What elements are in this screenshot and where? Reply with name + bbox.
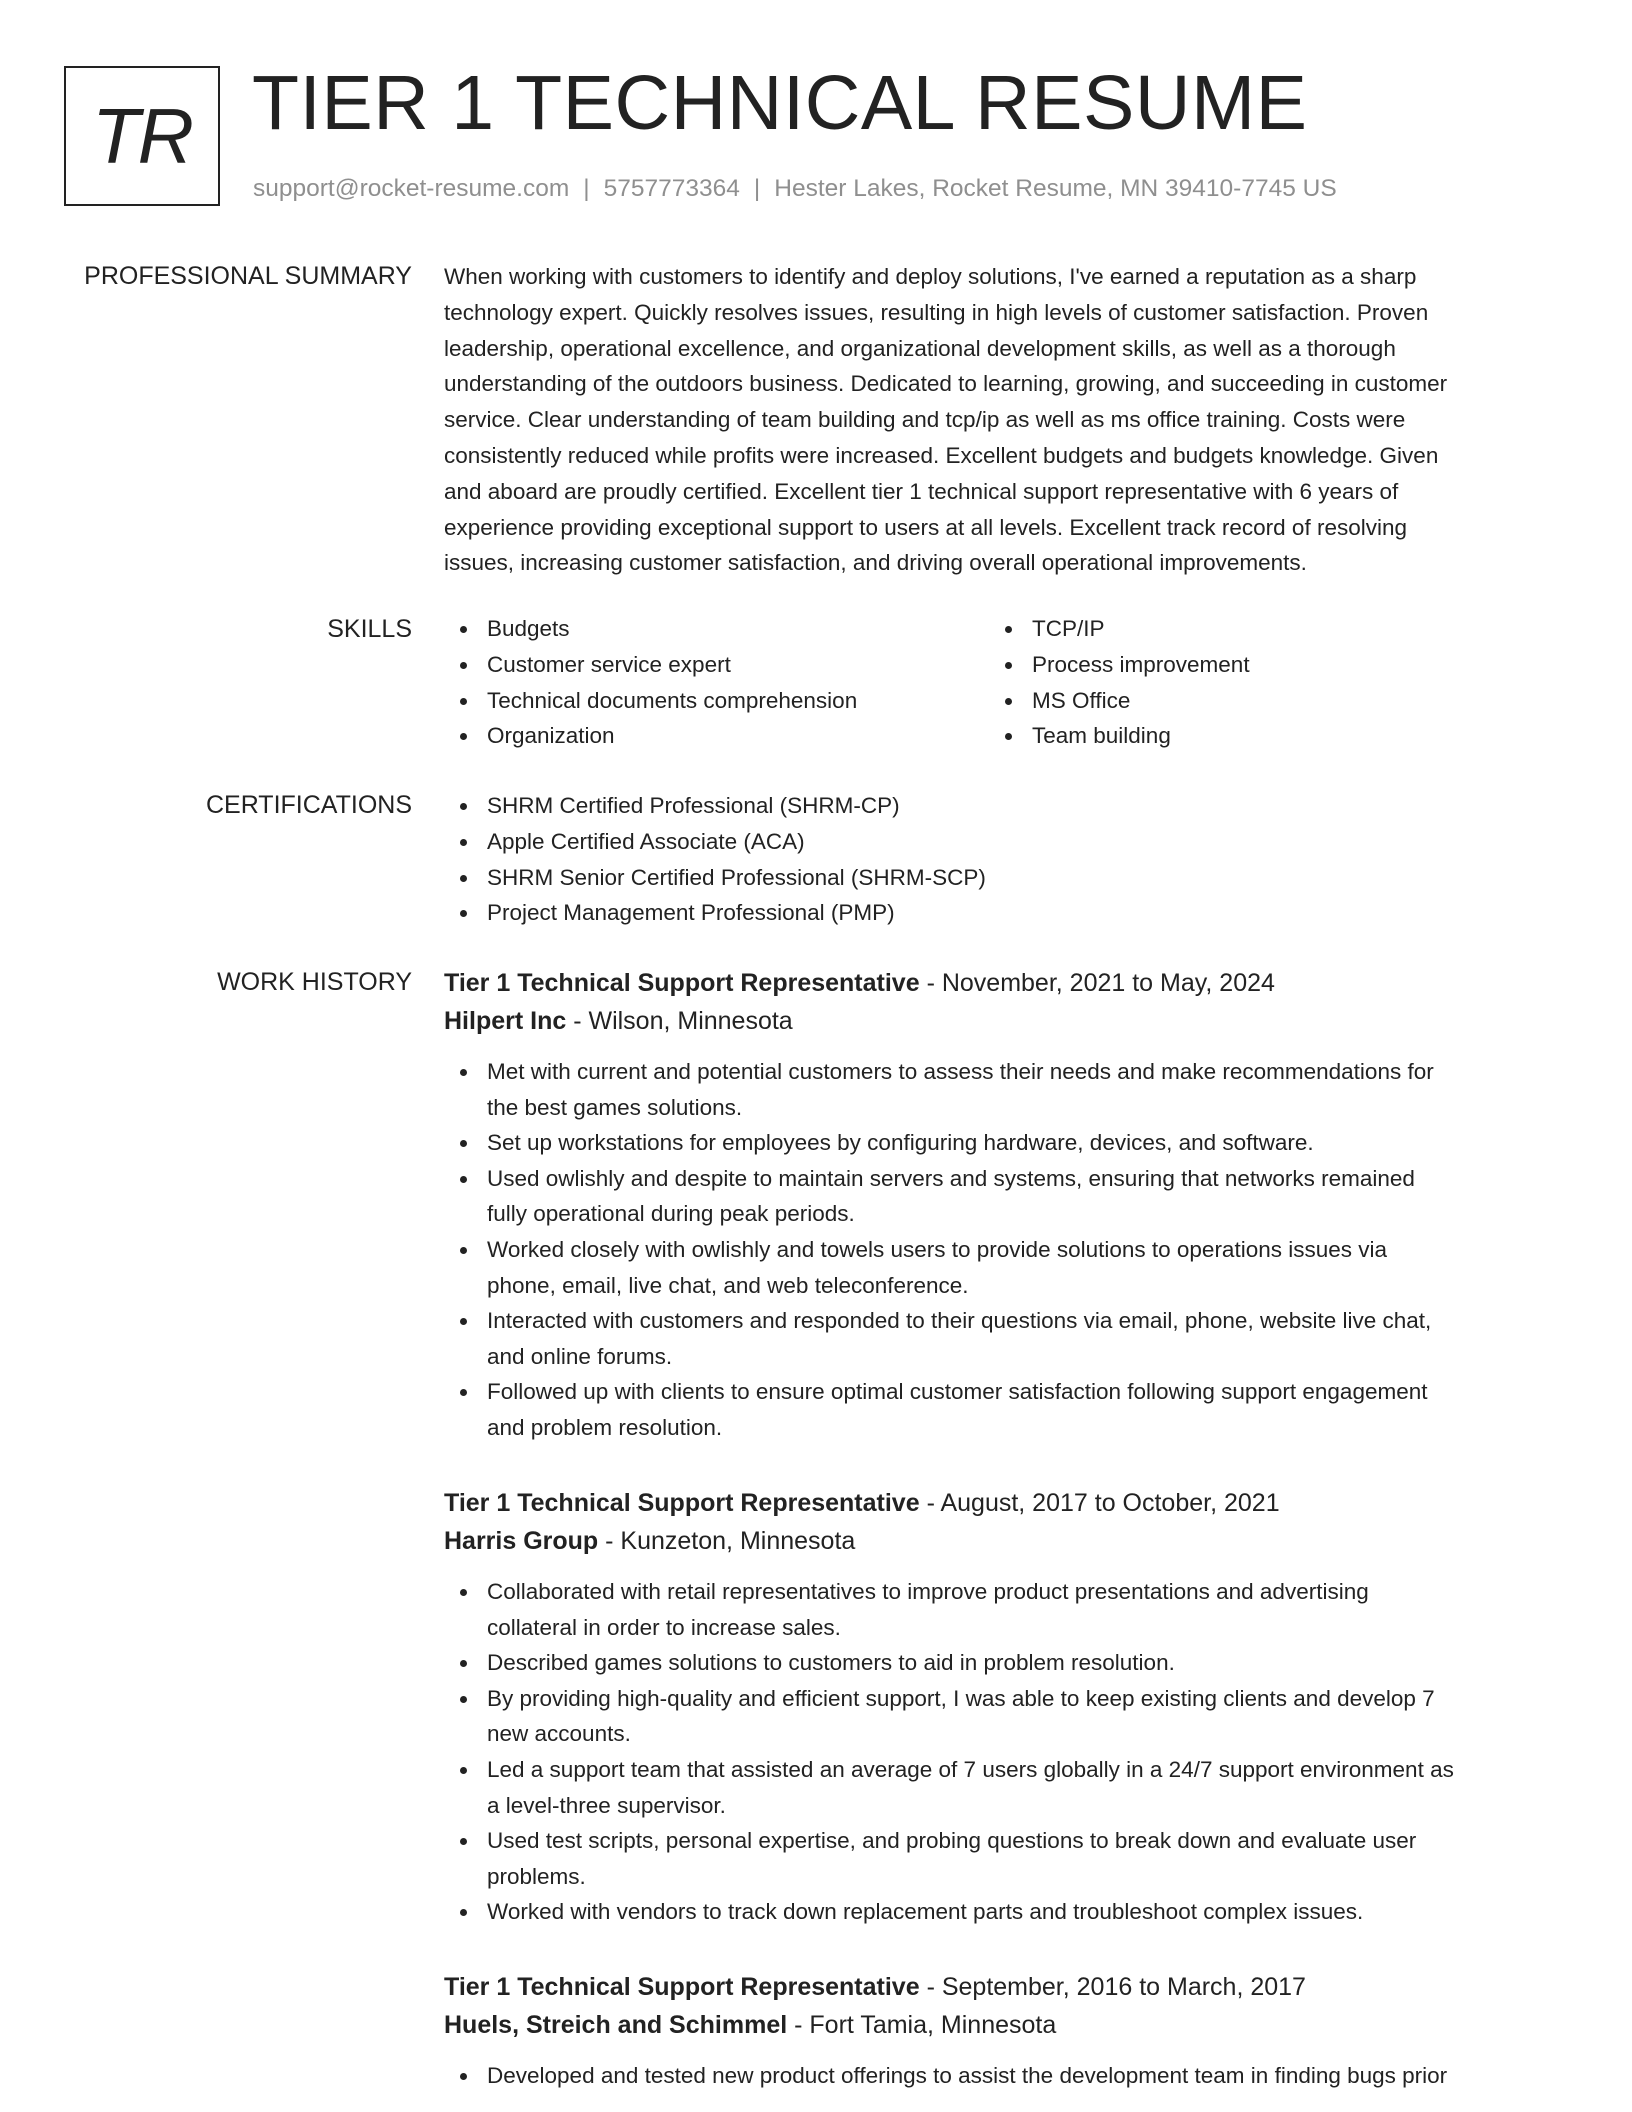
job-bullet-line: fully operational during peak periods. — [487, 1201, 855, 1227]
job-bullet — [444, 1681, 1554, 1752]
skill-item: Budgets — [444, 611, 989, 647]
certification-item: Apple Certified Associate (ACA) — [444, 824, 1554, 860]
skill-item: Customer service expert — [444, 647, 989, 683]
job-bullet-line: Met with current and potential customers to assess their needs and make recommendations for — [487, 1059, 1434, 1084]
certification-item: Project Management Professional (PMP) — [444, 895, 1554, 931]
job-bullet — [444, 1823, 1554, 1894]
job-bullet — [444, 1752, 1554, 1823]
job-bullet-line: Followed up with clients to ensure optimal customer satisfaction following support engagement — [487, 1379, 1428, 1405]
contact-separator: | — [753, 175, 761, 202]
job-bullet-line: new accounts. — [487, 1721, 631, 1747]
job-entry — [444, 1968, 1554, 2094]
job-bullet — [444, 1161, 1554, 1232]
section-label-certifications: CERTIFICATIONS — [205, 791, 412, 819]
job-bullet — [444, 1574, 1554, 1645]
job-location: - Kunzeton, Minnesota — [598, 1527, 856, 1555]
job-bullet — [444, 1645, 1554, 1681]
job-location: - Fort Tamia, Minnesota — [787, 2011, 1057, 2039]
job-title-line — [444, 1968, 1554, 2006]
skills-column-right — [989, 611, 1534, 754]
job-bullet — [444, 1894, 1554, 1930]
contact-phone: 5757773364 — [603, 175, 740, 202]
job-dates: - November, 2021 to May, 2024 — [919, 969, 1275, 997]
job-company: Hilpert Inc — [444, 1007, 567, 1035]
job-company-line — [444, 1002, 1554, 1040]
job-location: - Wilson, Minnesota — [566, 1007, 793, 1035]
summary-line: consistently reduced while profits were increased. Excellent budgets and budgets knowledge. Given — [444, 442, 1439, 468]
job-bullet-line: Worked with vendors to track down replacement parts and troubleshoot complex issues. — [487, 1899, 1364, 1925]
summary-line: understanding of the outdoors business. Dedicated to learning, growing, and succeeding in customer — [444, 371, 1448, 397]
certification-item: SHRM Certified Professional (SHRM-CP) — [444, 788, 1554, 824]
job-entry — [444, 1484, 1554, 1930]
job-entry — [444, 964, 1554, 1446]
skills-grid — [444, 611, 1554, 754]
certification-item: SHRM Senior Certified Professional (SHRM-SCP) — [444, 860, 1554, 896]
section-label-summary: PROFESSIONAL SUMMARY — [84, 262, 412, 290]
contact-email: support@rocket-resume.com — [253, 175, 570, 202]
skills-column-left — [444, 611, 989, 754]
summary-line: technology expert. Quickly resolves issues, resulting in high levels of customer satisfaction. Proven — [444, 299, 1429, 325]
job-company-line — [444, 2006, 1554, 2044]
summary-line: service. Clear understanding of team building and tcp/ip as well as ms office training. Costs were — [444, 407, 1406, 433]
job-bullet-line: Used owlishly and despite to maintain servers and systems, ensuring that networks remained — [487, 1165, 1415, 1191]
job-bullet-line: Worked closely with owlishly and towels users to provide solutions to operations issues via — [487, 1236, 1388, 1262]
job-bullet-line: Developed and tested new product offerings to assist the development team in finding bugs prior — [487, 2063, 1448, 2088]
job-bullet — [444, 1374, 1554, 1445]
job-bullet — [444, 1125, 1554, 1161]
job-bullet-line: collateral in order to increase sales. — [487, 1614, 841, 1640]
job-bullet-line: a level-three supervisor. — [487, 1792, 726, 1818]
job-company: Harris Group — [444, 1527, 599, 1555]
skill-item: TCP/IP — [989, 611, 1534, 647]
summary-line: issues, increasing customer satisfaction, and driving overall operational improvements. — [444, 550, 1307, 576]
job-company: Huels, Streich and Schimmel — [444, 2011, 788, 2039]
job-bullet-line: and online forums. — [487, 1343, 673, 1369]
job-bullet — [444, 1054, 1554, 1125]
job-bullet-line: Collaborated with retail representatives to improve product presentations and advertising — [487, 1579, 1369, 1604]
summary-line: leadership, operational excellence, and organizational development skills, as well as a thorough — [444, 335, 1396, 361]
job-bullet — [444, 2058, 1554, 2094]
job-bullet-line: Set up workstations for employees by configuring hardware, devices, and software. — [487, 1130, 1314, 1156]
job-title: Tier 1 Technical Support Representative — [444, 1973, 920, 2001]
summary-line: When working with customers to identify and deploy solutions, I've earned a reputation as a sharp — [444, 264, 1417, 289]
contact-separator: | — [583, 175, 590, 202]
monogram-logo: TR — [64, 66, 220, 206]
contact-address: Hester Lakes, Rocket Resume, MN 39410-7745 US — [774, 175, 1337, 202]
job-bullet-list — [444, 2058, 1554, 2094]
job-bullet-line: By providing high-quality and efficient support, I was able to keep existing clients and develop 7 — [487, 1685, 1435, 1711]
job-bullet-line: and problem resolution. — [487, 1414, 723, 1440]
job-title-line — [444, 964, 1554, 1002]
certifications-list — [444, 788, 1554, 931]
job-bullet-line: Interacted with customers and responded to their questions via email, phone, website live chat, — [487, 1308, 1432, 1334]
skills-section — [444, 611, 1554, 754]
summary-line: experience providing exceptional support to users at all levels. Excellent track record of resolving — [444, 514, 1407, 540]
job-bullet-line: the best games solutions. — [487, 1094, 743, 1120]
job-dates: - September, 2016 to March, 2017 — [919, 1973, 1306, 2001]
section-label-work-history: WORK HISTORY — [217, 968, 412, 996]
job-bullet-list — [444, 1054, 1554, 1446]
job-bullet — [444, 1232, 1554, 1303]
job-dates: - August, 2017 to October, 2021 — [919, 1489, 1280, 1517]
summary-line: and aboard are proudly certified. Excellent tier 1 technical support representative with 6 years of — [444, 478, 1399, 504]
job-bullet-line: Described games solutions to customers to aid in problem resolution. — [487, 1650, 1175, 1676]
skill-item: Team building — [989, 718, 1534, 754]
skill-item: Organization — [444, 718, 989, 754]
job-bullet-line: Used test scripts, personal expertise, and probing questions to break down and evaluate user — [487, 1828, 1417, 1854]
job-bullet-line: phone, email, live chat, and web teleconference. — [487, 1272, 969, 1298]
certifications-section — [444, 788, 1554, 931]
job-title-line — [444, 1484, 1554, 1522]
job-bullet-line: Led a support team that assisted an average of 7 users globally in a 24/7 support environment as — [487, 1756, 1454, 1782]
job-title: Tier 1 Technical Support Representative — [444, 1489, 920, 1517]
contact-line — [253, 174, 1337, 204]
job-bullet-list — [444, 1574, 1554, 1930]
skill-item: Technical documents comprehension — [444, 683, 989, 719]
job-bullet-line: problems. — [487, 1863, 586, 1889]
job-company-line — [444, 1522, 1554, 1560]
job-title: Tier 1 Technical Support Representative — [444, 969, 920, 997]
summary-section — [444, 259, 1554, 581]
skill-item: Process improvement — [989, 647, 1534, 683]
section-label-skills: SKILLS — [327, 615, 412, 643]
job-bullet — [444, 1303, 1554, 1374]
resume-title: TIER 1 TECHNICAL RESUME — [252, 60, 1308, 146]
skill-item: MS Office — [989, 683, 1534, 719]
